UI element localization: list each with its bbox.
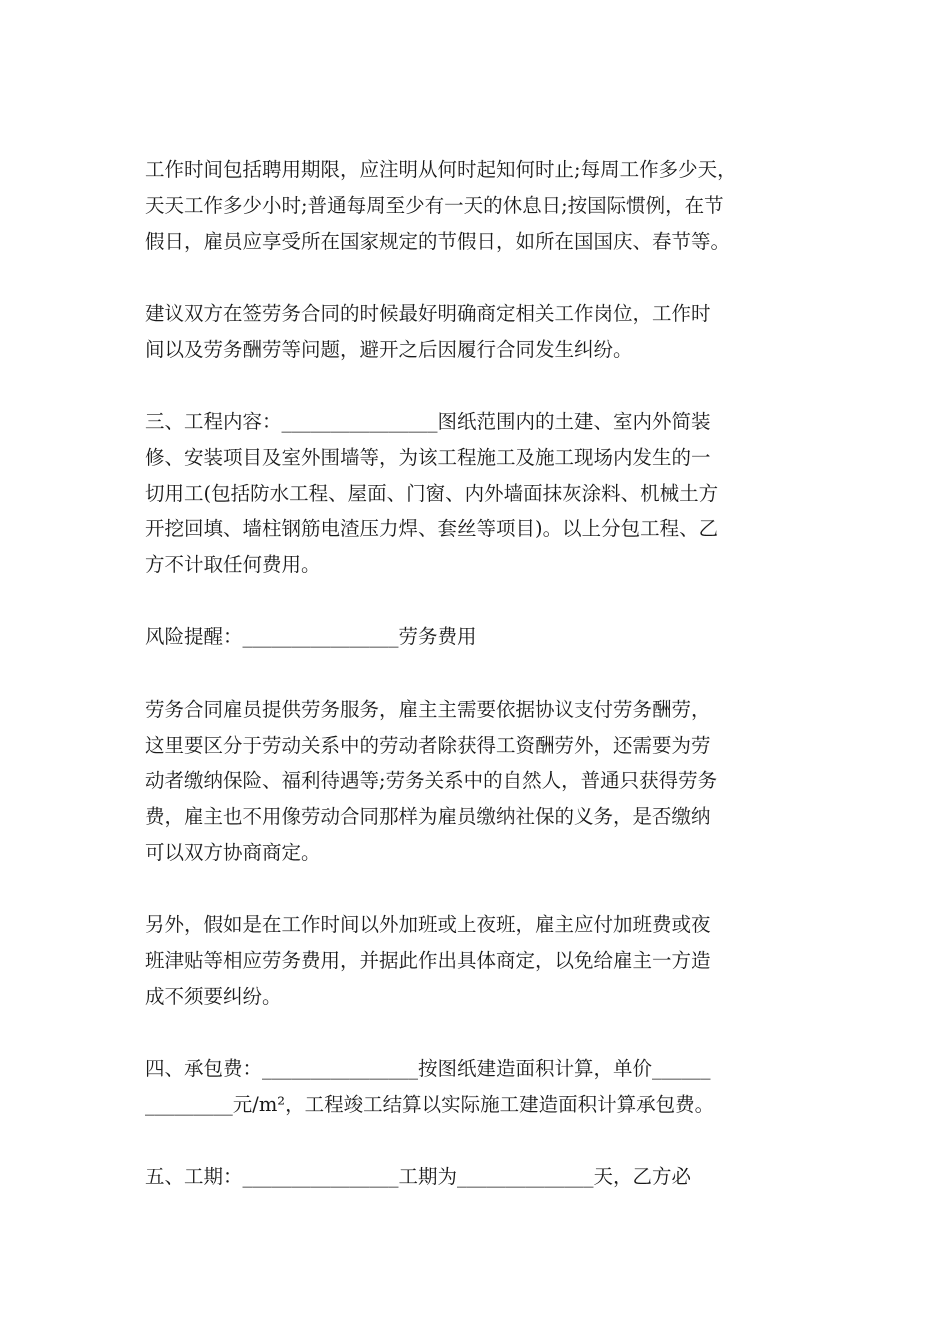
text-line: 成不须要纠纷。 [145,984,282,1008]
text-line: 间以及劳务酬劳等问题，避开之后因履行合同发生纠纷。 [145,337,633,361]
text-line: 可以双方协商商定。 [145,840,321,864]
text-line: 切用工(包括防水工程、屋面、门窗、内外墙面抹灰涂料、机械土方 [145,481,719,505]
text-line: 费，雇主也不用像劳动合同那样为雇员缴纳社保的义务，是否缴纳 [145,805,711,829]
document-body [145,152,815,1232]
text-line: 开挖回填、墙柱钢筋电渣压力焊、套丝等项目)。以上分包工程、乙 [145,517,719,541]
text-line: 动者缴纳保险、福利待遇等;劳务关系中的自然人，普通只获得劳务 [145,769,718,793]
text-line: 天天工作多少小时;普通每周至少有一天的休息日;按国际惯例，在节 [145,193,724,217]
text-line: 风险提醒：________________劳务费用 [145,625,477,649]
text-line: 劳务合同雇员提供劳务服务，雇主主需要依据协议支付劳务酬劳， [145,697,711,721]
text-line: 班津贴等相应劳务费用，并据此作出具体商定，以免给雇主一方造 [145,949,711,973]
text-line: 建议双方在签劳务合同的时候最好明确商定相关工作岗位，工作时 [145,301,711,325]
paragraph-section-3-project-content [145,404,815,583]
paragraph-section-4-contract-fee [145,1051,815,1123]
paragraph-section-5-duration [145,1159,815,1195]
text-line: 工作时间包括聘用期限，应注明从何时起知何时止;每周工作多少天， [145,158,737,181]
text-line: 修、安装项目及室外围墙等，为该工程施工及施工现场内发生的一 [145,445,711,469]
paragraph-suggestion [145,296,815,368]
text-line: 方不计取任何费用。 [145,553,321,577]
text-line: 假日，雇员应享受所在国家规定的节假日，如所在国国庆、春节等。 [145,229,731,253]
text-line: _________元/m²，工程竣工结算以实际施工建造面积计算承包费。 [145,1092,715,1116]
paragraph-risk-reminder [145,619,815,655]
paragraph-overtime [145,907,815,1014]
paragraph-working-hours [145,152,815,259]
text-line: 五、工期：________________工期为______________天，乙方必 [145,1165,692,1189]
text-line: 三、工程内容：________________图纸范围内的土建、室内外简装 [145,409,711,433]
text-line: 这里要区分于劳动关系中的劳动者除获得工资酬劳外，还需要为劳 [145,733,711,757]
text-line: 四、承包费：________________按图纸建造面积计算，单价______ [145,1057,711,1081]
text-line: 另外，假如是在工作时间以外加班或上夜班，雇主应付加班费或夜 [145,913,711,937]
paragraph-labor-service [145,692,815,871]
